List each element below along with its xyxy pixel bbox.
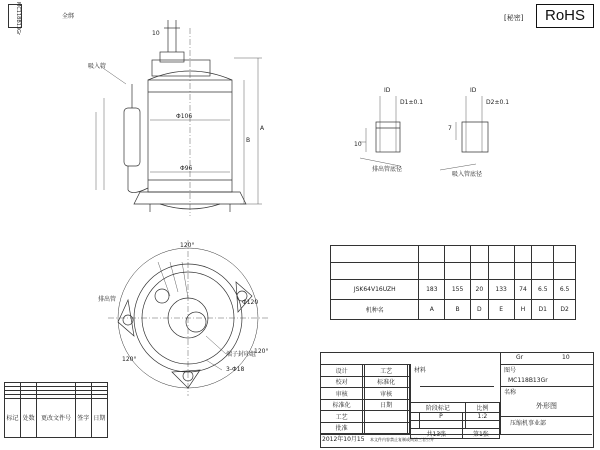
drawing-number-vertical: MC118B13Gr <box>15 2 21 36</box>
dim-diameter-106: Φ106 <box>176 113 193 120</box>
sheet-number: 第1张 <box>462 429 499 439</box>
header-d: D <box>470 300 488 320</box>
bolt-circle: Φ120 <box>242 299 259 306</box>
role2-std: 标准化 <box>365 376 407 388</box>
cell-b: 155 <box>445 280 471 300</box>
rev-doc: 更改文件号 <box>37 398 75 437</box>
role-approve: 批准 <box>321 422 363 434</box>
role-standard: 标准化 <box>321 399 363 411</box>
role2-date: 日期 <box>365 399 407 411</box>
pipe-right-id: ID <box>470 87 477 94</box>
cell-h: 74 <box>514 280 532 300</box>
gr-label: Gr <box>516 354 524 361</box>
rev-sign: 签字 <box>75 398 91 437</box>
role-review: 审核 <box>321 388 363 400</box>
header-model: 机种名 <box>331 300 419 320</box>
signature-table <box>320 364 410 434</box>
role-check: 校对 <box>321 376 363 388</box>
role-craft: 工艺 <box>321 411 363 423</box>
role-design: 设计 <box>321 365 363 377</box>
dept-name: 压缩机事业部 <box>510 420 547 427</box>
role2-craft: 工艺 <box>365 365 407 377</box>
pipe-left-depth: 10 <box>354 141 362 148</box>
dim-a: A <box>260 125 265 132</box>
rohs-mark: RoHS <box>536 4 594 28</box>
notice: 本文件内容禁止复制或向第三者公开 <box>370 437 434 442</box>
angle-right: 120° <box>254 348 269 355</box>
label-suction-pipe: 吸入管 <box>88 63 107 70</box>
material-line <box>420 386 494 387</box>
cell-model: JSK64V16UZH <box>331 280 419 300</box>
header-h: H <box>514 300 532 320</box>
rev-mark: 标记 <box>5 398 21 437</box>
pipe-right-caption: 吸入管底径 <box>452 171 483 178</box>
dimension-table <box>330 245 576 320</box>
stage-label: 阶段标记 <box>411 403 466 413</box>
revision-table <box>4 382 108 438</box>
rev-date: 日期 <box>91 398 107 437</box>
pipe-left-caption: 排出管底径 <box>372 166 403 173</box>
dim-b: B <box>246 137 251 144</box>
sheets-total: 共13张 <box>411 429 463 439</box>
material-label: 材料 <box>414 367 427 374</box>
dim-diameter-96: Φ96 <box>180 165 193 172</box>
scale-value: 1:2 <box>465 413 499 421</box>
confidential-mark: [秘密] <box>504 14 524 22</box>
pipe-right-width: D2±0.1 <box>486 99 510 106</box>
label-discharge-pipe: 排出管 <box>98 296 117 303</box>
header-a: A <box>419 300 445 320</box>
header-d2: D2 <box>554 300 576 320</box>
drawing-name: 外形图 <box>536 402 557 410</box>
pipe-left-width: D1±0.1 <box>400 99 424 106</box>
rev-count: 处数 <box>21 398 37 437</box>
date: 2012年10月15 <box>322 436 365 443</box>
cell-d2: 6.5 <box>554 280 576 300</box>
cell-d: 20 <box>470 280 488 300</box>
drawing-number: MC118B13Gr <box>508 377 548 384</box>
role2-review: 审核 <box>365 388 407 400</box>
pipe-left-id: ID <box>384 87 391 94</box>
label-terminal-seal: 端子封印组 <box>226 351 257 358</box>
scale-label: 比例 <box>465 403 499 413</box>
cell-d1: 6.5 <box>532 280 554 300</box>
angle-left: 120° <box>122 356 137 363</box>
angle-top: 120° <box>180 242 195 249</box>
header-b: B <box>445 300 471 320</box>
header-e: E <box>488 300 514 320</box>
name-label: 名称 <box>504 389 517 396</box>
small-tag: 全绑 <box>62 13 75 20</box>
cell-a: 183 <box>419 280 445 300</box>
dim-top-10: 10 <box>152 30 160 37</box>
pipe-right-depth: 7 <box>448 125 452 132</box>
fig-no-label: 图号 <box>504 367 517 374</box>
stage-value: P <box>420 413 463 421</box>
header-d1: D1 <box>532 300 554 320</box>
gr-value: 10 <box>562 354 570 361</box>
cell-e: 133 <box>488 280 514 300</box>
mount-holes: 3-Φ18 <box>226 366 245 373</box>
